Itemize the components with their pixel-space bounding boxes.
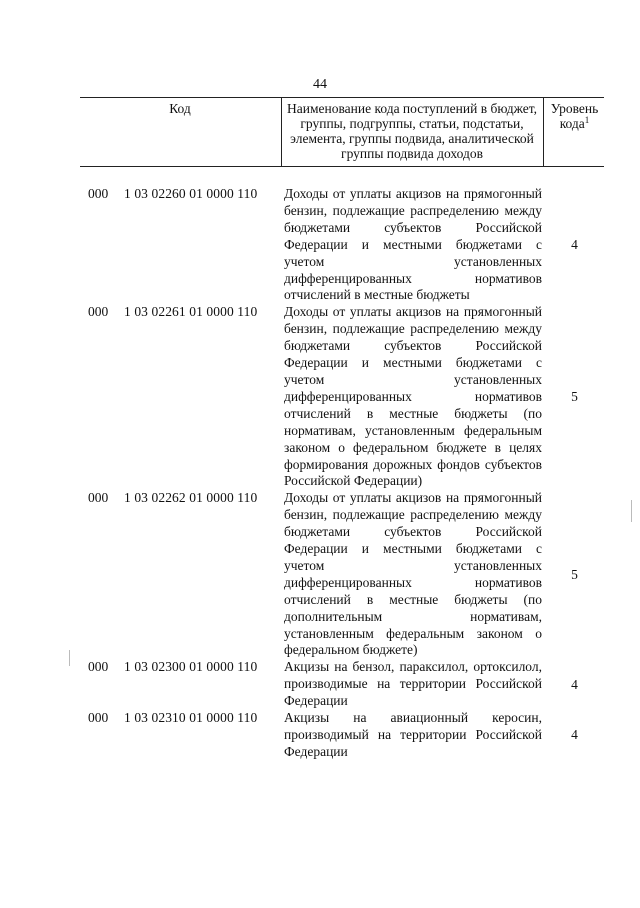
table-row bbox=[0, 659, 640, 710]
header-level-label: Уровень кода bbox=[550, 101, 599, 131]
admin-code: 000 bbox=[88, 186, 109, 201]
income-name: Доходы от уплаты акцизов на прямогонный бензин, подлежащие распределению между бюджетами субъектов Российской Федерации и местными бюджетами с учетом установленных дифференцированных нормативов отчислений в местные бюджеты (по нормативам, установленным федеральным законом о федеральном бюджете в целях формирования дорожных фондов субъектов Российской Федерации) bbox=[284, 304, 542, 489]
table-row bbox=[0, 186, 640, 304]
table-row bbox=[0, 304, 640, 490]
header-name: Наименование кода поступлений в бюджет, группы, подгруппы, статьи, подстатьи, элемента, группы подвида, аналитической группы подвида доходов bbox=[286, 101, 537, 161]
code-level: 5 bbox=[571, 566, 578, 582]
budget-code: 1 03 02310 01 0000 110 bbox=[124, 710, 258, 726]
code-level: 4 bbox=[571, 676, 578, 692]
table-body bbox=[0, 186, 640, 761]
table-header-bottom-rule bbox=[80, 166, 604, 167]
budget-code: 1 03 02261 01 0000 110 bbox=[124, 304, 258, 320]
code-level: 4 bbox=[571, 727, 578, 743]
code-level: 5 bbox=[571, 389, 578, 405]
code-level: 4 bbox=[571, 237, 578, 253]
header-divider-2 bbox=[543, 98, 544, 166]
income-name: Доходы от уплаты акцизов на прямогонный бензин, подлежащие распределению между бюджетами субъектов Российской Федерации и местными бюджетами с учетом установленных дифференцированных нормативов отчислений в местные бюджеты bbox=[284, 186, 542, 303]
admin-code: 000 bbox=[88, 659, 109, 675]
table-row bbox=[0, 490, 640, 659]
income-name: Доходы от уплаты акцизов на прямогонный бензин, подлежащие распределению между бюджетами субъектов Российской Федерации и местными бюджетами с учетом установленных дифференцированных нормативов отчислений в местные бюджеты (по дополнительным нормативам, установленным федеральным законом о федеральном бюджете) bbox=[284, 490, 542, 658]
table-top-rule bbox=[80, 97, 604, 98]
budget-code: 1 03 02262 01 0000 110 bbox=[124, 490, 258, 506]
budget-code: 1 03 02300 01 0000 110 bbox=[124, 659, 258, 675]
income-name: Акцизы на авиационный керосин, производимый на территории Российской Федерации bbox=[284, 710, 542, 759]
header-code: Код bbox=[169, 101, 191, 116]
scan-margin-mark bbox=[69, 650, 70, 666]
table-row bbox=[0, 710, 640, 761]
admin-code: 000 bbox=[88, 304, 109, 320]
budget-code: 1 03 02260 01 0000 110 bbox=[124, 186, 258, 201]
page-number: 44 bbox=[313, 77, 327, 92]
header-level bbox=[545, 101, 604, 131]
admin-code: 000 bbox=[88, 490, 109, 506]
income-name: Акцизы на бензол, параксилол, ортоксилол, производимые на территории Российской Федерации bbox=[284, 659, 542, 709]
header-level-footnote: 1 bbox=[584, 115, 590, 125]
admin-code: 000 bbox=[88, 710, 109, 726]
scan-margin-mark bbox=[631, 500, 632, 522]
